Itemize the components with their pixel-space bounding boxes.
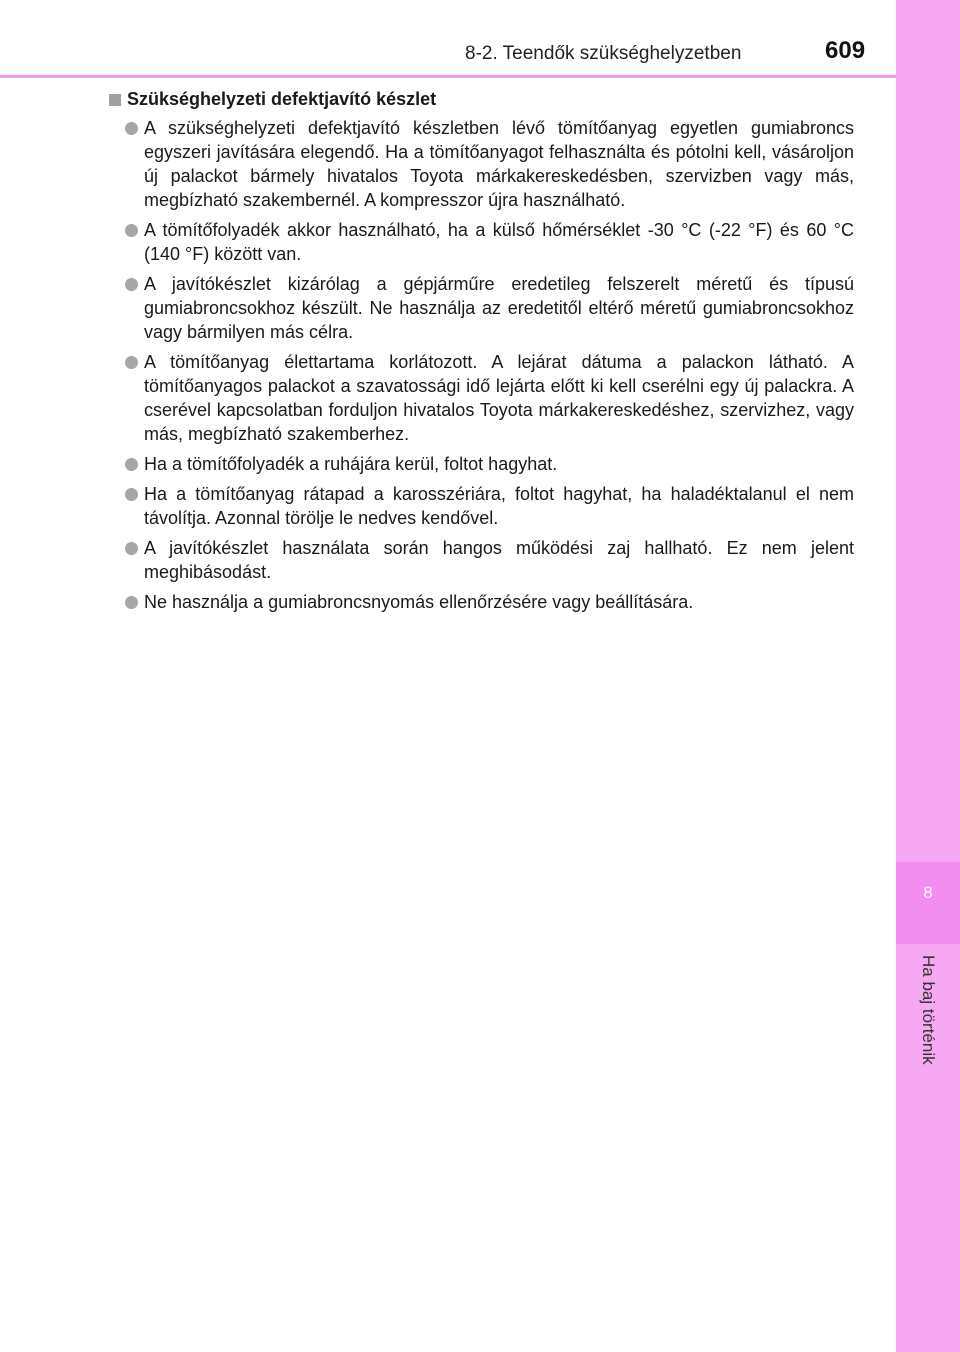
list-item (108, 482, 854, 530)
list-item (108, 218, 854, 266)
list-item (108, 350, 854, 446)
list-item-text: A javítókészlet kizárólag a gépjárműre eredetileg felszerelt méretű és típusú gumiabroncsokhoz készült. Ne használja az eredetitől eltérő méretű gumiabroncsokhoz vagy bármilyen más célra. (144, 274, 854, 342)
page-content (108, 89, 854, 620)
list-item-text: A tömítőanyag élettartama korlátozott. A lejárat dátuma a palackon látható. A tömítőanyagos palackot a szavatossági idő lejárta előtt ki kell cserélni egy új palackra. A cserével kapcsolatban forduljon hivatalos Toyota márkakereskedéshez, szervizhez, vagy más, megbízható szakemberhez. (144, 352, 854, 444)
list-item-text: Ha a tömítőfolyadék a ruhájára kerül, foltot hagyhat. (144, 454, 558, 474)
header-divider (0, 75, 896, 78)
page-number: 609 (825, 37, 866, 64)
list-item (108, 536, 854, 584)
circle-bullet-icon (125, 488, 138, 501)
chapter-side-tab (896, 0, 960, 1352)
circle-bullet-icon (125, 122, 138, 135)
chapter-number-box (896, 862, 960, 944)
chapter-title: Ha baj történik (919, 955, 938, 1065)
list-item-text: A tömítőfolyadék akkor használható, ha a külső hőmérséklet -30 °C (-22 °F) és 60 °C (140 °F) között van. (144, 220, 854, 264)
list-item (108, 272, 854, 344)
list-item-text: A szükséghelyzeti defektjavító készletben lévő tömítőanyag egyetlen gumiabroncs egyszeri javítására elegendő. Ha a tömítőanyagot felhasználta és pótolni kell, vásároljon új palackot bármely hivatalos Toyota márkakereskedésben, szervizben vagy más, megbízható szakembernél. A kompresszor újra használható. (144, 118, 854, 210)
circle-bullet-icon (125, 542, 138, 555)
list-item-text: Ne használja a gumiabroncsnyomás ellenőrzésére vagy beállítására. (144, 592, 694, 612)
list-item (108, 590, 854, 614)
section-heading (108, 89, 854, 110)
circle-bullet-icon (125, 356, 138, 369)
circle-bullet-icon (125, 458, 138, 471)
list-item-text: Ha a tömítőanyag rátapad a karosszériára, foltot hagyhat, ha haladéktalanul el nem távolítja. Azonnal törölje le nedves kendővel. (144, 484, 854, 528)
section-heading-text: Szükséghelyzeti defektjavító készlet (127, 89, 437, 109)
chapter-number: 8 (923, 883, 933, 902)
circle-bullet-icon (125, 224, 138, 237)
bullet-list (108, 116, 854, 614)
list-item-text: A javítókészlet használata során hangos működési zaj hallható. Ez nem jelent meghibásodást. (144, 538, 854, 582)
square-bullet-icon (109, 94, 121, 106)
circle-bullet-icon (125, 596, 138, 609)
header-section-title: 8-2. Teendők szükséghelyzetben (465, 43, 742, 64)
circle-bullet-icon (125, 278, 138, 291)
list-item (108, 452, 854, 476)
list-item (108, 116, 854, 212)
